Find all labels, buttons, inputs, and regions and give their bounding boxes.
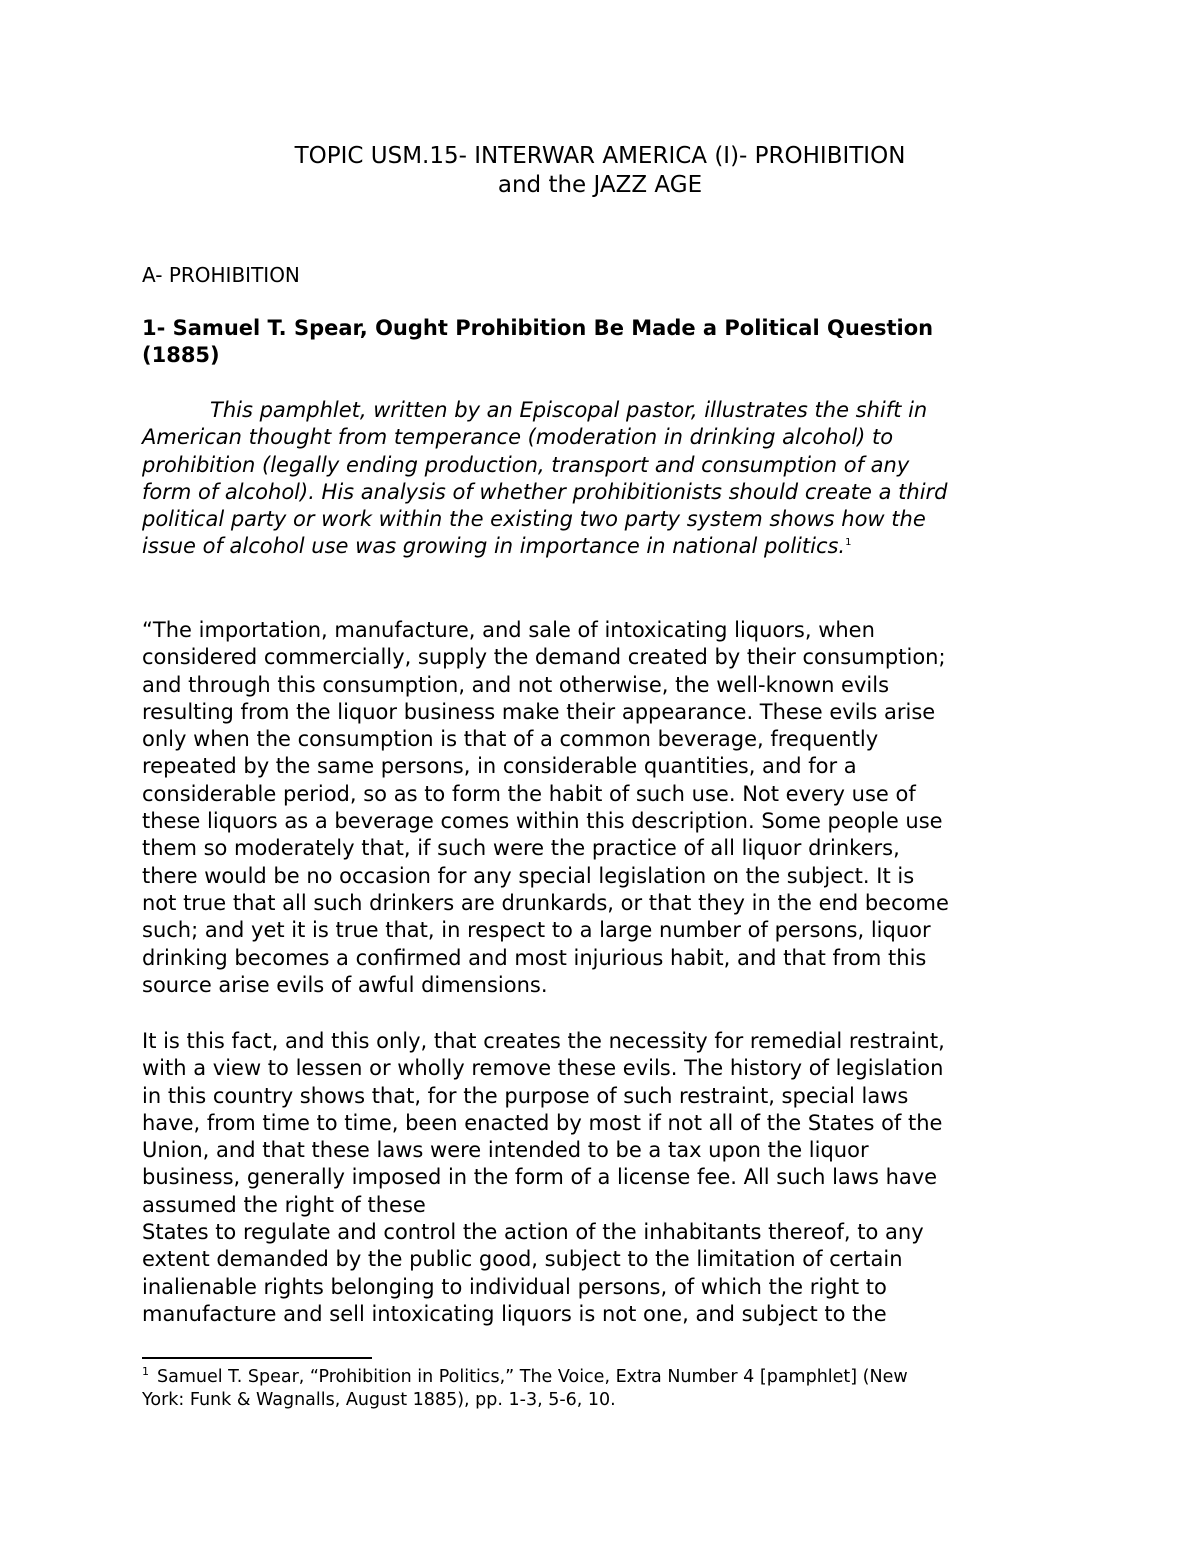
quote-paragraph-2 — [142, 1028, 1058, 1328]
intro-line: American thought from temperance (moderation in drinking alcohol) to — [142, 425, 894, 450]
body-line: such; and yet it is true that, in respect to a large number of persons, liquor — [142, 918, 931, 943]
body-line: manufacture and sell intoxicating liquors is not one, and subject to the — [142, 1301, 887, 1326]
body-line: repeated by the same persons, in considerable quantities, and for a — [142, 754, 857, 779]
body-line: It is this fact, and this only, that creates the necessity for remedial restraint, — [142, 1029, 945, 1053]
footnote-line-2: York: Funk & Wagnalls, August 1885), pp. 1-3, 5-6, 10. — [142, 1390, 616, 1410]
intro-line: form of alcohol). His analysis of whether prohibitionists should create a third — [142, 479, 948, 504]
intro-line: political party or work within the existing two party system shows how the — [142, 507, 926, 532]
intro-paragraph — [142, 397, 1058, 561]
intro-line-last — [142, 533, 1058, 560]
body-line: in this country shows that, for the purpose of such restraint, special laws — [142, 1083, 909, 1108]
body-line: Union, and that these laws were intended to be a tax upon the liquor — [142, 1138, 869, 1163]
body-line: there would be no occasion for any special legislation on the subject. It is — [142, 863, 915, 888]
intro-line: This pamphlet, written by an Episcopal pastor, illustrates the shift in — [210, 398, 928, 422]
section-heading: A- PROHIBITION — [142, 263, 300, 287]
body-line: considered commercially, supply the demand created by their consumption; — [142, 645, 946, 670]
document-title — [142, 142, 1058, 200]
body-line: source arise evils of awful dimensions. — [142, 972, 548, 997]
body-line: assumed the right of these — [142, 1192, 426, 1217]
title-line-1: TOPIC USM.15- INTERWAR AMERICA (I)- PROHIBITION — [294, 143, 906, 169]
intro-line: prohibition (legally ending production, transport and consumption of any — [142, 452, 910, 477]
body-line: considerable period, so as to form the habit of such use. Not every use of — [142, 781, 916, 806]
body-line: not true that all such drinkers are drunkards, or that they in the end become — [142, 890, 949, 915]
footnote-reference[interactable]: 1 — [845, 537, 852, 549]
body-line: them so moderately that, if such were the practice of all liquor drinkers, — [142, 836, 900, 861]
body-line: extent demanded by the public good, subject to the limitation of certain — [142, 1247, 903, 1272]
source-heading — [142, 315, 1058, 369]
quote-paragraph-1 — [142, 617, 1058, 999]
body-line: and through this consumption, and not otherwise, the well-known evils — [142, 672, 890, 697]
footnote-separator — [142, 1357, 372, 1359]
body-line: with a view to lessen or wholly remove these evils. The history of legislation — [142, 1056, 944, 1081]
source-heading-line-1: 1- Samuel T. Spear, Ought Prohibition Be Made a Political Question — [142, 316, 934, 340]
footnote-number: 1 — [142, 1365, 149, 1379]
intro-line-text: issue of alcohol use was growing in importance in national politics. — [142, 534, 846, 559]
body-line: drinking becomes a confirmed and most injurious habit, and that from this — [142, 945, 927, 970]
body-line: these liquors as a beverage comes within this description. Some people use — [142, 809, 943, 834]
body-line: have, from time to time, been enacted by most if not all of the States of the — [142, 1110, 943, 1135]
source-heading-line-2: (1885) — [142, 343, 220, 367]
body-line: business, generally imposed in the form of a license fee. All such laws have — [142, 1165, 938, 1190]
body-line: resulting from the liquor business make their appearance. These evils arise — [142, 699, 936, 724]
body-line: States to regulate and control the action of the inhabitants thereof, to any — [142, 1220, 924, 1245]
body-line: “The importation, manufacture, and sale of intoxicating liquors, when — [142, 618, 875, 642]
footnote-line-1 — [142, 1366, 1058, 1389]
footnote — [142, 1366, 1058, 1412]
title-line-2: and the JAZZ AGE — [497, 172, 703, 198]
footnote-text-1: Samuel T. Spear, “Prohibition in Politics,” The Voice, Extra Number 4 [pamphlet] (New — [157, 1367, 908, 1387]
body-line: only when the consumption is that of a common beverage, frequently — [142, 727, 879, 752]
body-line: inalienable rights belonging to individual persons, of which the right to — [142, 1274, 887, 1299]
